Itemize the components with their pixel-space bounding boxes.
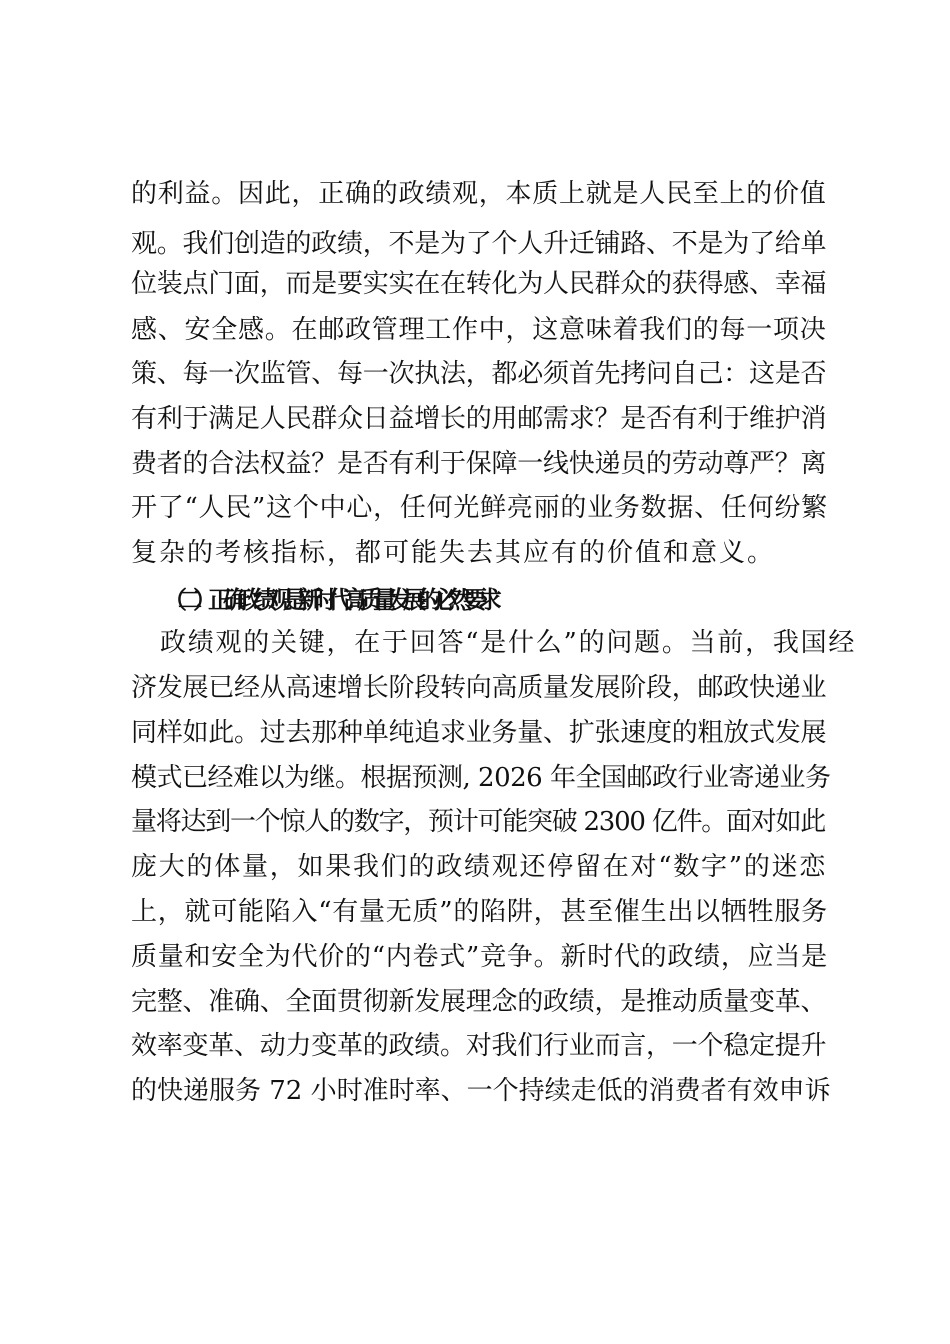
text-line: 费者的合法权益？是否有利于保障一线快递员的劳动尊严？离 <box>131 449 827 479</box>
text-line: 济发展已经从高速增长阶段转向高质量发展阶段，邮政快递业 <box>131 673 827 703</box>
text-line: 位装点门面，而是要实实在在转化为人民群众的获得感、幸福 <box>131 269 827 299</box>
text-line: 完整、准确、全面贯彻新发展理念的政绩，是推动质量变革、 <box>131 987 827 1017</box>
text-line: 有利于满足人民群众日益增长的用邮需求？是否有利于维护消 <box>131 404 827 434</box>
text-line: 开了“人民”这个中心，任何光鲜亮丽的业务数据、任何纷繁 <box>131 493 828 523</box>
text-line: 同样如此。过去那种单纯追求业务量、扩张速度的粗放式发展 <box>131 718 827 748</box>
text-line: 策、每一次监管、每一次执法，都必须首先拷问自己：这是否 <box>131 359 827 389</box>
text-line: 效率变革、动力变革的政绩。对我们行业而言，一个稳定提升 <box>131 1031 827 1061</box>
text-line: 的快递服务 72 小时准时率、一个持续走低的消费者有效申诉 <box>131 1076 831 1106</box>
text-line: 感、安全感。在邮政管理工作中，这意味着我们的每一项决 <box>131 315 827 345</box>
text-line: 观。我们创造的政绩，不是为了个人升迁铺路、不是为了给单 <box>131 229 827 259</box>
text-line: 质量和安全为代价的“内卷式”竞争。新时代的政绩，应当是 <box>131 942 828 972</box>
text-line: 上，就可能陷入“有量无质”的陷阱，甚至催生出以牺牲服务 <box>131 897 828 927</box>
section-heading: （二）正确政绩观是新时代高质量发展的必然要求 <box>163 585 493 614</box>
text-line: 模式已经难以为继。根据预测, 2026 年全国邮政行业寄递业务 <box>131 763 831 793</box>
text-line: 庞大的体量，如果我们的政绩观还停留在对“数字”的迷恋 <box>131 852 828 882</box>
text-line: 量将达到一个惊人的数字，预计可能突破 2300 亿件。面对如此 <box>131 807 825 837</box>
text-line: 政绩观的关键，在于回答“是什么”的问题。当前，我国经 <box>160 628 857 658</box>
text-line: 的利益。因此，正确的政绩观，本质上就是人民至上的价值 <box>131 179 827 209</box>
text-line: 复杂的考核指标，都可能失去其应有的价值和意义。 <box>131 538 776 568</box>
